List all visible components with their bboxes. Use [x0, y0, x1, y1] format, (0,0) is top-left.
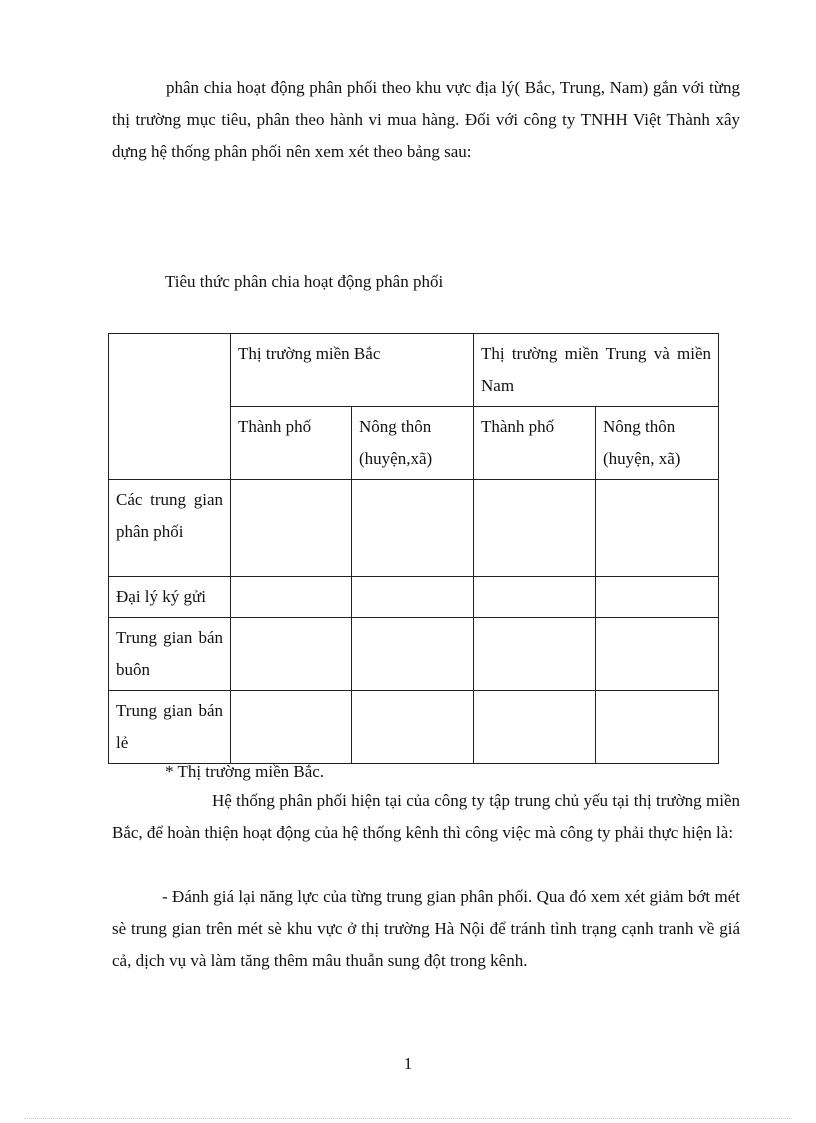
table-cell	[352, 480, 474, 577]
table-row	[109, 480, 719, 577]
table-cell	[474, 618, 596, 691]
footer-divider	[24, 1118, 792, 1119]
table-cell	[231, 691, 352, 764]
region-central-south-header: Thị trường miền Trung và miền Nam	[474, 334, 719, 407]
north-market-paragraph: Hệ thống phân phối hiện tại của công ty tập trung chủ yếu tại thị trường miền Bắc, để hoàn thiện hoạt động của hệ thống kênh thì công việc mà công ty phải thực hiện là:	[112, 791, 740, 842]
row-label-consignment-agents: Đại lý ký gửi	[109, 577, 231, 618]
table-cell	[474, 480, 596, 577]
table-corner-cell	[109, 334, 231, 480]
task-paragraph: - Đánh giá lại năng lực của từng trung gian phân phối. Qua đó xem xét giảm bớt mét sè trung gian trên mét sè khu vực ở thị trường Hà Nội để tránh tình trạng cạnh tranh về giá cả, dịch vụ và làm tăng thêm mâu thuẫn sung đột trong kênh.	[112, 887, 740, 970]
table-row	[109, 577, 719, 618]
row-label-retail: Trung gian bán lẻ	[109, 691, 231, 764]
table-header-row	[109, 334, 719, 407]
table-cell	[231, 577, 352, 618]
table-cell	[474, 691, 596, 764]
table-cell	[596, 577, 719, 618]
table-cell	[352, 691, 474, 764]
table-cell	[352, 618, 474, 691]
north-rural-header: Nông thôn (huyện,xã)	[352, 407, 474, 480]
central-south-city-header: Thành phố	[474, 407, 596, 480]
page-number: 1	[403, 1054, 413, 1073]
row-label-wholesale: Trung gian bán buôn	[109, 618, 231, 691]
table-cell	[352, 577, 474, 618]
north-city-header: Thành phố	[231, 407, 352, 480]
north-market-heading: * Thị trường miền Bắc.	[165, 762, 325, 781]
intro-paragraph: phân chia hoạt động phân phối theo khu vực địa lý( Bắc, Trung, Nam) gắn với từng thị trường mục tiêu, phân theo hành vi mua hàng. Đối với công ty TNHH Việt Thành xây dựng hệ thống phân phối nên xem xét theo bảng sau:	[112, 78, 740, 161]
table-cell	[596, 618, 719, 691]
table-row	[109, 691, 719, 764]
table-cell	[596, 691, 719, 764]
central-south-rural-header: Nông thôn (huyện, xã)	[596, 407, 719, 480]
table-row	[109, 618, 719, 691]
table-cell	[596, 480, 719, 577]
row-label-intermediaries: Các trung gian phân phối	[109, 480, 231, 577]
table-cell	[474, 577, 596, 618]
table-cell	[231, 480, 352, 577]
distribution-criteria-table	[108, 333, 719, 764]
region-north-header: Thị trường miền Bắc	[231, 334, 474, 407]
table-cell	[231, 618, 352, 691]
table-caption: Tiêu thức phân chia hoạt động phân phối	[165, 272, 444, 291]
